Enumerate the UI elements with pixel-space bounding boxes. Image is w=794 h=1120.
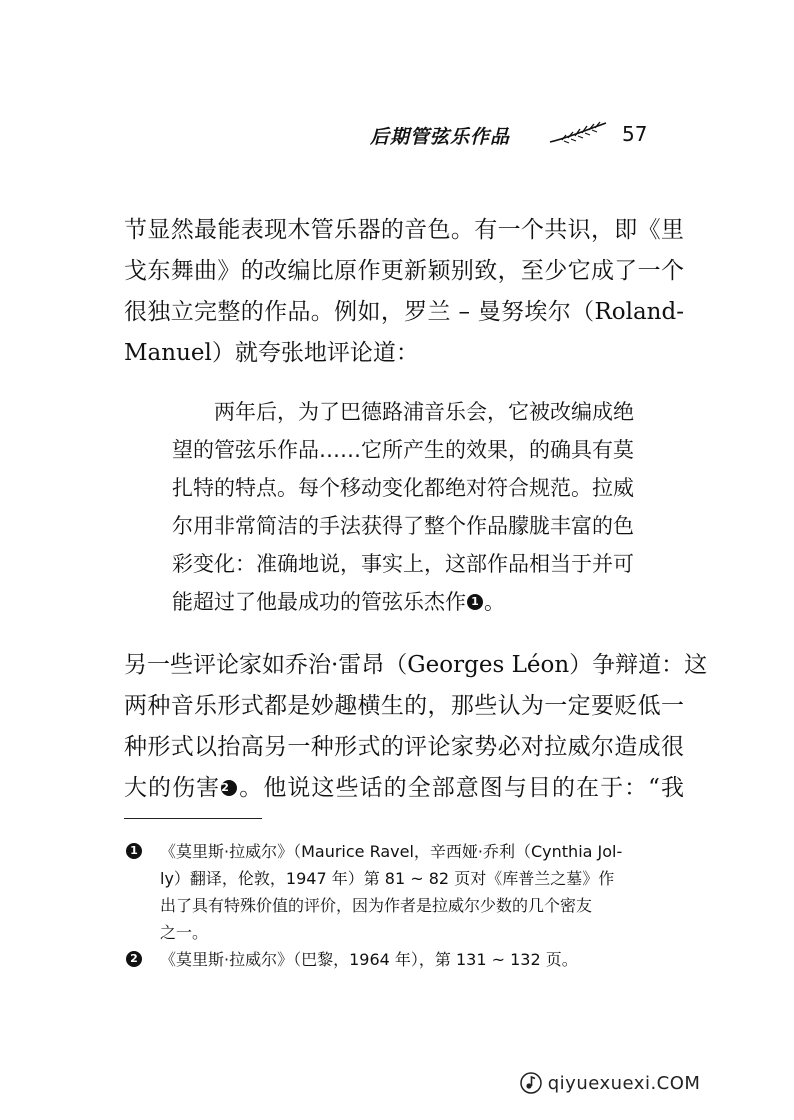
quote-line: 两年后，为了巴德路浦音乐会，它被改编成绝 [214,400,634,424]
watermark-text: qiyuexuexi.COM [547,1072,701,1094]
site-watermark [520,1072,700,1094]
text-segment: 。他说这些话的全部意图与目的在于：“我 [238,775,684,801]
text-line: 很独立完整的作品。例如，罗兰 – 曼努埃尔（Roland- [124,299,684,325]
footnote-2 [130,946,684,973]
text-line: 戈东舞曲》的改编比原作更新颖别致，至少它成了一个 [124,258,684,284]
quote-line: 尔用非常简洁的手法获得了整个作品朦胧丰富的色 [172,514,634,538]
footnote-mark-2: 2 [126,951,142,967]
quote-line: 扎特的特点。每个移动变化都绝对符合规范。拉威 [172,476,634,500]
footnotes [130,838,684,973]
block-quote [172,393,684,621]
note-logo-icon [520,1072,542,1094]
text-line: 种形式以抬高另一种形式的评论家势必对拉威尔造成很 [124,734,684,760]
footnote-reference-2[interactable]: 2 [221,780,237,796]
text-line: 另一些评论家如乔治·雷昂（Georges Léon）争辩道：这 [124,652,708,678]
body-paragraph-2 [124,645,708,809]
footnote-1 [130,838,684,946]
chapter-title: 后期管弦乐作品 [370,126,511,148]
footnote-line: 《莫里斯·拉威尔》（Maurice Ravel，辛西娅·乔利（Cynthia Jol- [160,842,623,861]
quote-last-line [172,583,684,621]
text-line-with-note [124,768,684,809]
quote-line: 望的管弦乐作品……它所产生的效果，的确具有莫 [172,438,634,462]
text-segment: 大的伤害 [124,775,221,801]
footnote-line: 《莫里斯·拉威尔》（巴黎，1964 年），第 131 ~ 132 页。 [160,950,578,969]
footnote-mark-1: 1 [126,843,142,859]
quote-line: 能超过了他最成功的管弦乐杰作 [172,590,466,614]
footnote-divider [124,818,262,819]
text-line: Manuel）就夸张地评论道： [124,340,419,366]
quote-line: 彩变化：准确地说，事实上，这部作品相当于并可 [172,552,634,576]
footnote-line: ly）翻译，伦敦，1947 年）第 81 ~ 82 页对《库普兰之墓》作 [160,869,615,888]
running-header [340,118,670,154]
footnote-line: 之一。 [160,923,209,942]
text-line: 两种音乐形式都是妙趣横生的，那些认为一定要贬低一 [124,693,684,719]
page-number: 57 [622,122,648,146]
quill-ornament-icon [548,120,608,146]
body-paragraph-1 [124,210,684,374]
footnote-reference-1[interactable]: 1 [467,594,483,610]
text-line: 节显然最能表现木管乐器的音色。有一个共识，即《里 [124,217,684,243]
quote-end: 。 [484,590,505,614]
footnote-line: 出了具有特殊价值的评价，因为作者是拉威尔少数的几个密友 [160,896,593,915]
